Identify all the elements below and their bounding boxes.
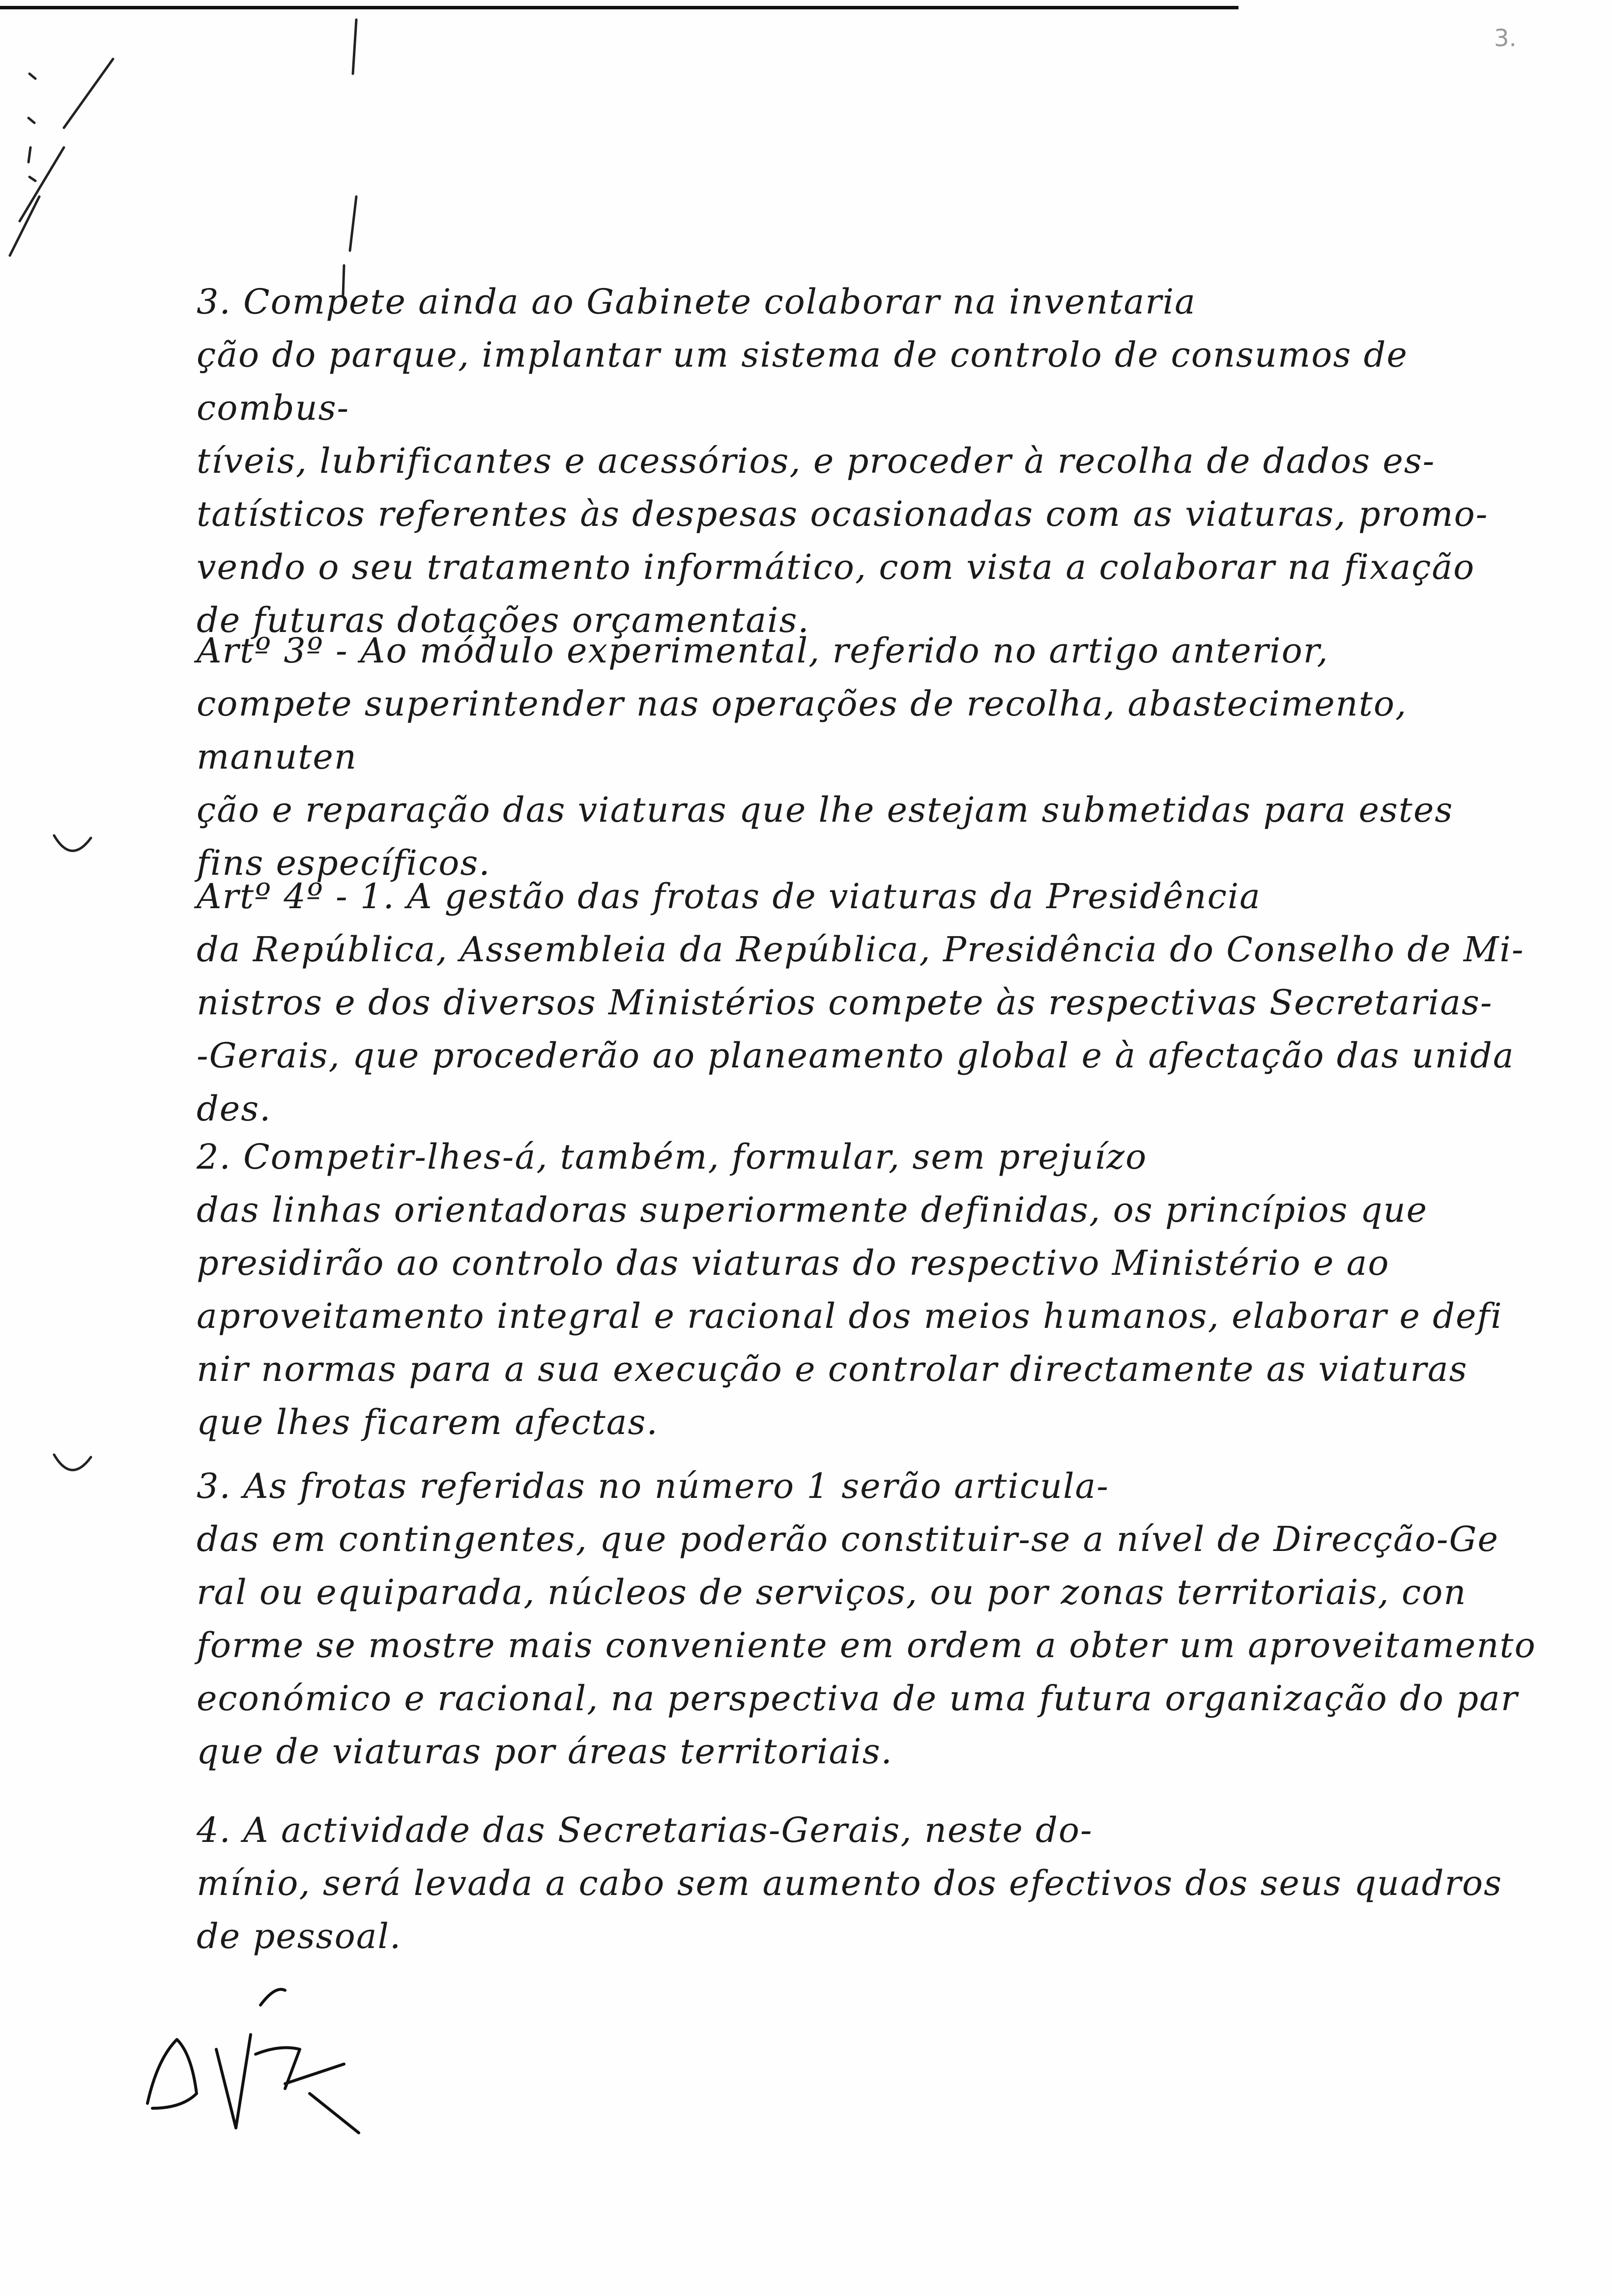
paragraph-art4-item1: Artº 4º - 1. A gestão das frotas de viaturas da Presidência da República, Assembleia da República, Presidência do Conselho de Mi- nistros e dos diversos Ministérios compete às respectivas Secretarias- -Gerais, que procederão ao planeamento global e à afectação das unida des. — [197, 876, 1525, 1129]
paragraph-art2-item3: 3. Compete ainda ao Gabinete colaborar na inventaria ção do parque, implantar um sistema de controlo de consumos de combus- tíveis, lubrificantes e acessórios, e proceder à recolha de dados es- tatísticos referentes às despesas ocasionadas com as viaturas, promo- vendo o seu tratamento informático, com vista a colaborar na fixação de futuras dotações orçamentais. — [197, 282, 1489, 640]
paragraph-art3: Artº 3º - Ao módulo experimental, referido no artigo anterior, compete superintender nas operações de recolha, abastecimento, manuten ção e reparação das viaturas que lhe estejam submetidas para estes fins específicos. — [197, 631, 1454, 883]
paragraph-art4-item2: 2. Competir-lhes-á, também, formular, sem prejuízo das linhas orientadoras superiormente definidas, os princípios que presidirão ao controlo das viaturas do respectivo Ministério e ao aproveitamento integral e racional dos meios humanos, elaborar e defi nir normas para a sua execução e controlar directamente as viaturas que lhes ficarem afectas. — [197, 1137, 1503, 1442]
paragraph-art4-item3: 3. As frotas referidas no número 1 serão articula- das em contingentes, que poderão constituir-se a nível de Direcção-Ge ral ou equiparada, núcleos de serviços, ou por zonas territoriais, con forme se mostre mais conveniente em ordem a obter um aproveitamento económico e racional, na perspectiva de uma futura organização do par que de viaturas por áreas territoriais. — [197, 1466, 1536, 1772]
paragraph-art4-item4: 4. A actividade das Secretarias-Gerais, neste do- mínio, será levada a cabo sem aumento dos efectivos dos seus quadros de pessoal. — [197, 1810, 1503, 1956]
page-number: 3. — [1494, 25, 1517, 52]
handwritten-initials-icon — [138, 1976, 413, 2182]
